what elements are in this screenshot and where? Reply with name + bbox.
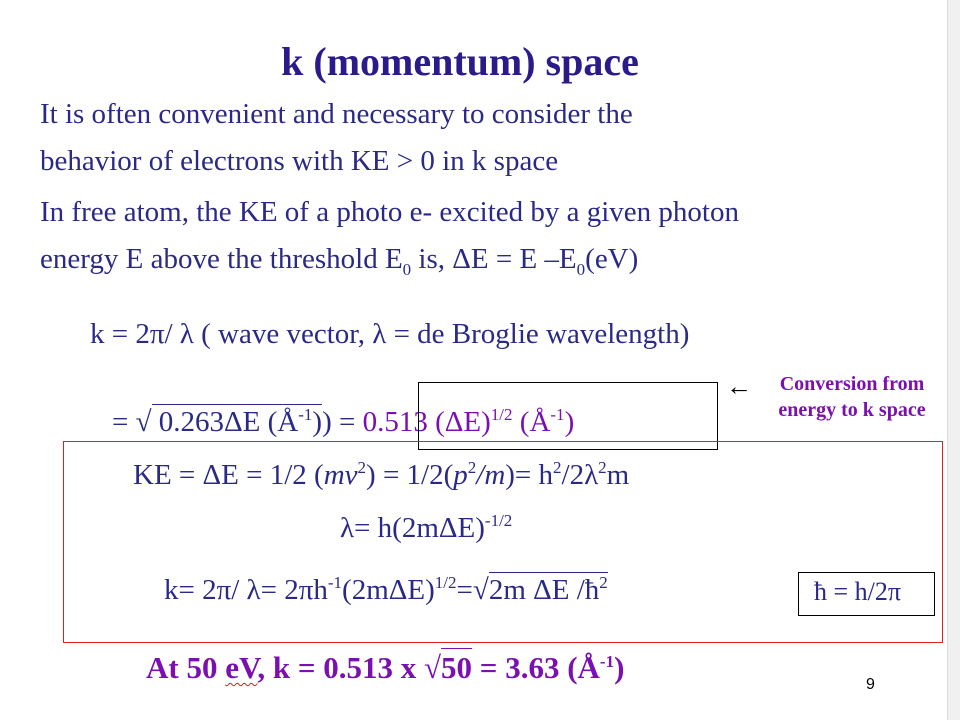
paragraph-1-line-1: It is often convenient and necessary to consider the [40, 98, 633, 130]
text-segment: energy E above the threshold E [40, 243, 403, 275]
annotation-line: energy to k space [778, 399, 926, 421]
conversion-highlight-box [418, 382, 718, 450]
sqrt-symbol: = √ [112, 406, 152, 438]
text-segment: 0.263ΔE (Å [151, 406, 299, 438]
superscript: -1 [599, 652, 615, 671]
superscript: -1/2 [484, 511, 513, 530]
text-segment: mv [323, 459, 358, 491]
superscript: -1 [327, 573, 343, 592]
sqrt-symbol: =√ [456, 574, 489, 606]
text-segment: ) = [322, 406, 363, 438]
equation-k-derivation [164, 573, 608, 607]
text-segment: /m [476, 459, 506, 491]
text-segment: )= h [505, 459, 554, 491]
text-segment: λ= h(2mΔE) [340, 512, 485, 544]
radicand: 0.263ΔE $(Å^{-1})$ [151, 405, 323, 438]
text-segment: 2m ΔE /ħ [488, 574, 600, 606]
superscript: 2 [553, 458, 562, 477]
conversion-annotation [754, 371, 950, 423]
superscript: -1 [298, 405, 313, 424]
equation-kinetic-energy [133, 458, 629, 492]
equation-de-broglie [340, 511, 512, 545]
text-segment: = 3.63 (Å [472, 650, 600, 685]
subscript: 0 [402, 260, 412, 279]
text-segment: KE = ΔE = 1/2 ( [133, 459, 324, 491]
text-segment: At 50 [146, 650, 226, 685]
superscript: 1/2 [434, 573, 457, 592]
text-segment: k= 2π/ λ= 2πh [164, 574, 328, 606]
radicand: 50 [441, 650, 473, 685]
slide-title: k (momentum) space [281, 39, 639, 84]
text-segment: eV [225, 650, 258, 685]
superscript: 1/2 [490, 405, 513, 424]
text-segment: m [606, 459, 630, 491]
text-segment: (eV) [585, 243, 639, 275]
subscript: 0 [576, 260, 586, 279]
superscript: 2 [467, 458, 477, 477]
paragraph-2-line-2 [40, 243, 638, 280]
text-segment: , k = 0.513 x √ [257, 650, 442, 685]
text-segment: p [453, 459, 468, 491]
vertical-scrollbar[interactable] [947, 0, 960, 720]
superscript: -1 [550, 405, 565, 424]
text-segment: (Å [512, 406, 551, 438]
paragraph-2-line-1: In free atom, the KE of a photo e- excited by a given photon [40, 196, 739, 228]
paragraph-1-line-2: behavior of electrons with KE > 0 in k space [40, 145, 559, 177]
text-segment: ) = 1/2( [366, 459, 454, 491]
superscript: 2 [357, 458, 367, 477]
text-segment: (2mΔE) [342, 574, 435, 606]
superscript: 2 [598, 458, 607, 477]
superscript: 2 [599, 573, 608, 592]
annotation-line: Conversion from [779, 373, 925, 395]
page-number: 9 [866, 676, 875, 693]
text-segment: ) [614, 650, 625, 685]
text-segment: ) [564, 406, 575, 438]
radicand [489, 572, 608, 606]
text-segment: is, ΔE = E –E [411, 243, 577, 275]
text-segment: /2λ [561, 459, 599, 491]
text-segment: 0.513 (ΔE) [362, 406, 491, 438]
hbar-definition: ħ = h/2π [814, 577, 902, 606]
equation-wave-vector: k = 2π/ λ ( wave vector, λ = de Broglie wavelength) [90, 318, 690, 350]
arrow-left-icon: ← [726, 372, 752, 401]
example-calculation [146, 650, 624, 686]
